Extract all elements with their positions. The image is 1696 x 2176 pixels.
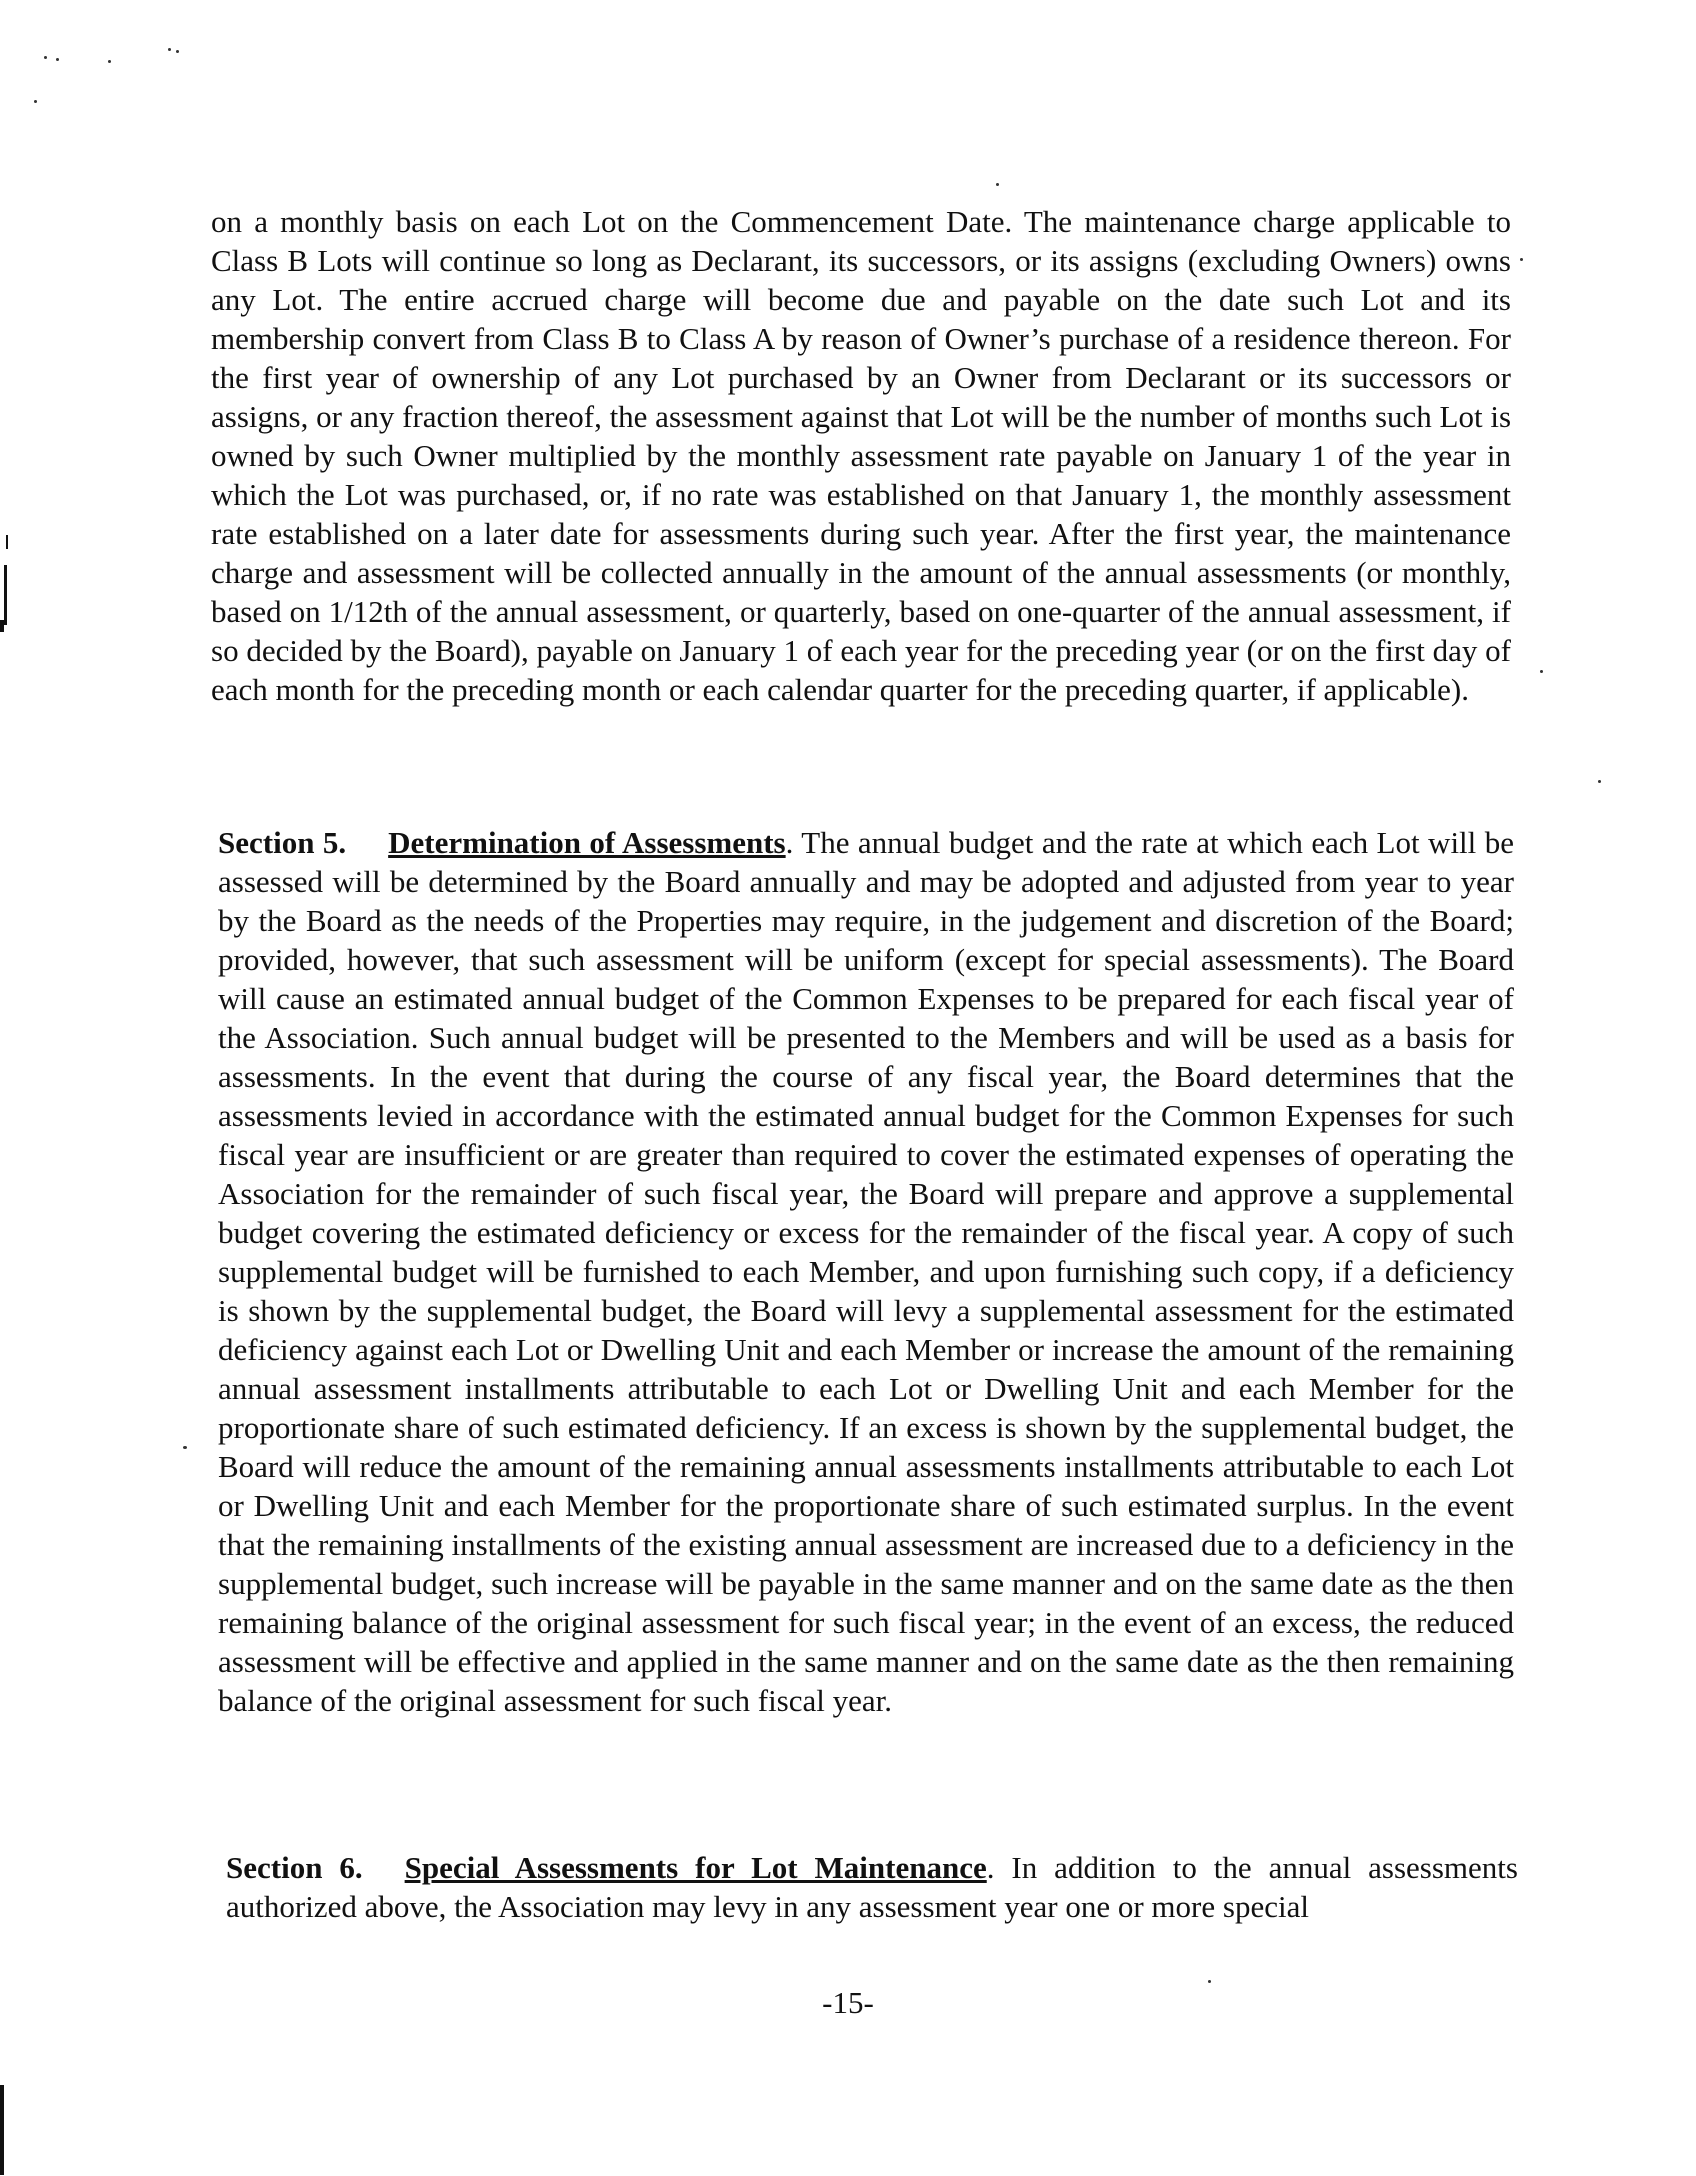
scan-edge-mark: [4, 565, 7, 625]
scan-edge-mark: [6, 535, 8, 549]
scan-speck: [1520, 258, 1523, 261]
scan-speck: [44, 56, 47, 59]
scan-edge-mark: [0, 620, 4, 632]
scan-speck: [1598, 780, 1601, 783]
scan-speck: [996, 183, 999, 186]
scan-speck: [168, 48, 171, 51]
scan-speck: [108, 60, 111, 63]
scan-speck: [34, 100, 37, 103]
scan-speck: [183, 1446, 187, 1449]
section-6-title: Special Assessments for Lot Maintenance: [404, 1850, 987, 1885]
section-5-body: . The annual budget and the rate at which each Lot will be assessed will be determined by the Board annually and may be adopted and adjusted from year to year by the Board as the needs of the Properties may require, in the judgement and discretion of the Board; provided, however, that such assessment will be uniform (except for special assessments). The Board will cause an estimated annual budget of the Common Expenses to be prepared for each fiscal year of the Association. Such annual budget will be presented to the Members and will be used as a basis for assessments. In the event that during the course of any fiscal year, the Board determines that the assessments levied in accordance with the estimated annual budget for the Common Expenses for such fiscal year are insufficient or are greater than required to cover the estimated expenses of operating the Association for the remainder of such fiscal year, the Board will prepare and approve a supplemental budget covering the estimated deficiency or excess for the remainder of the fiscal year. A copy of such supplemental budget will be furnished to each Member, and upon furnishing such copy, if a deficiency is shown by the supplemental budget, the Board will levy a supplemental assessment for the estimated deficiency against each Lot or Dwelling Unit and each Member or increase the amount of the remaining annual assessment installments attributable to each Lot or Dwelling Unit and each Member for the proportionate share of such estimated deficiency. If an excess is shown by the supplemental budget, the Board will reduce the amount of the remaining annual assessments installments attributable to each Lot or Dwelling Unit and each Member for the proportionate share of such estimated surplus. In the event that the remaining installments of the existing annual assessment are increased due to a deficiency in the supplemental budget, such increase will be payable in the same manner and on the same date as the then remaining balance of the original assessment for such fiscal year; in the event of an excess, the reduced assessment will be effective and applied in the same manner and on the same date as the then remaining balance of the original assessment for such fiscal year.: [218, 825, 1514, 1718]
section-6-body: . In addition to the annual assessments authorized above, the Association may levy in any assessment year one or more special: [226, 1850, 1518, 1924]
section-5-number: Section 5.: [218, 825, 347, 860]
section-5-paragraph: [218, 823, 1514, 1720]
scan-edge-mark: [0, 2085, 4, 2175]
scan-speck: [56, 58, 59, 61]
scan-speck: [176, 50, 179, 53]
section-6-number: Section 6.: [226, 1850, 363, 1885]
scan-speck: [1208, 1980, 1211, 1983]
section-6-paragraph: [226, 1848, 1518, 1926]
section-5-title: Determination of Assessments: [388, 825, 786, 860]
page-number: -15-: [822, 1985, 874, 2020]
body-paragraph: on a monthly basis on each Lot on the Commencement Date. The maintenance charge applicable to Class B Lots will continue so long as Declarant, its successors, or its assigns (excluding Owners) owns any Lot. The entire accrued charge will become due and payable on the date such Lot and its membership convert from Class B to Class A by reason of Owner’s purchase of a residence thereon. For the first year of ownership of any Lot purchased by an Owner from Declarant or its successors or assigns, or any fraction thereof, the assessment against that Lot will be the number of months such Lot is owned by such Owner multiplied by the monthly assessment rate payable on January 1 of the year in which the Lot was purchased, or, if no rate was established on that January 1, the monthly assessment rate established on a later date for assessments during such year. After the first year, the maintenance charge and assessment will be collected annually in the amount of the annual assessments (or monthly, based on 1/12th of the annual assessment, or quarterly, based on one-quarter of the annual assessment, if so decided by the Board), payable on January 1 of each year for the preceding year (or on the first day of each month for the preceding month or each calendar quarter for the preceding quarter, if applicable).: [211, 204, 1512, 707]
scan-speck: [1540, 670, 1543, 673]
